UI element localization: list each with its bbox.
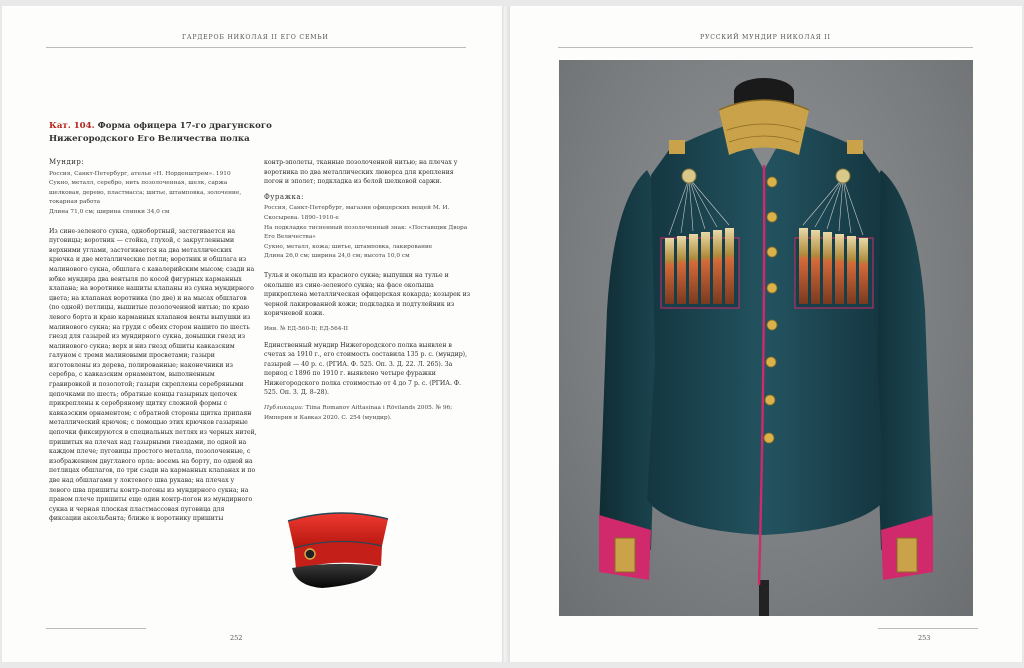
peaked-cap-image [282, 506, 394, 621]
publications-text: Tiina Romanov Aittasinaa i Rövilands 2005. № 96; Империя и Кавказ 2020. С. 254 (мундир). [264, 405, 453, 421]
catalog-number: Кат. 104. [49, 121, 95, 131]
cap-dimensions: Длина 26,0 см; ширина 24,0 см; высота 10,0 см [264, 253, 410, 260]
cap-origin: Россия, Санкт-Петербург, магазин офицерских вещей М. И. Скосырева. 1890–1910-е [264, 205, 450, 221]
left-shoulder-strap [669, 140, 685, 154]
left-medallion [682, 169, 696, 183]
left-footer-rule [46, 628, 146, 629]
uniform-description: Из сине-зеленого сукна, однобортный, застегивается на пуговицы; воротник — стойка, глухой, с закругленными верхними углами, застегивается на два металлических крючка и две металлические петли; воротник и обшлага из малинового сукна, обшлага с кавалерийским мысом; сзади на юбке мундира два вентыля по косой фигурных карманных клапана; на воротнике нашиты клапаны из сукна мундирного цвета; на клапанах воротника (по две) и на мысах обшлагов (по одной) петлицы, вышитые позолоченной нитью; по краю левого борта и краю карманных клапанов венты выпушки из малинового сукна; на груди с обеих сторон нашито по шесть гнезд для газырей из мундирного сукна, донышки гнезд из малинового сукна; верх и низ гнезд обшиты кавказским галуном с тремя малиновыми просветами; газыри изготовлены из дерева, полированные; наконечники из серебра, с кавказским орнаментом, выполненным гравировкой и позолотой; газыри скреплены серебряными цепочками по шесть; обратные концы газырных цепочек прикреплены к серебряному щитку сложной формы с кавказским орнаментом; с обратной стороны щитка припаян металлический крючок; с помощью этих крючков газырные цепочки фиксируются в специальных петлях из черных нитей, пришитых на плечах над газырными гнездами, по одной на каждом плече; пуговицы простого металла, позолоченные, с изображением двуглавого орла: восемь на борту, по одной на петлицах обшлагов, по три сзади на карманных клапанах и по две над обшлагами у локтевого шва рукава; на плечах у левого шва пришиты контр-погоны из мундирного сукна; на правом плече пришиты еще один контр-погон из мундирного сукна и черная плоская пластмассовая пуговица для фиксации аксельбанта; ближе к воротнику пришиты [49, 227, 257, 523]
history-note: Единственный мундир Нижегородского полка выявлен в счетах за 1910 г., его стоимость составила 135 р. с. (мундир), газырей — 40 р. с. (РГИА. Ф. 525. Оп. 3. Д. 22. Л. 265). За период с 1896 по 1910 г. выявлено четыре фуражки Нижегородского полка стоимостью от 4 до 7 р. с. (РГИА. Ф. 525. Оп. 3. Д. 8–28). [264, 341, 468, 397]
right-running-head: РУССКИЙ МУНДИР НИКОЛАЯ II [700, 34, 831, 41]
right-medallion [836, 169, 850, 183]
publications-label: Публикации: [264, 405, 304, 412]
inventory-number: Инв. № ЕД-560-II; ЕД-564-II [264, 325, 349, 332]
right-shoulder-strap [847, 140, 863, 154]
uniform-heading: Мундир: [49, 158, 85, 166]
uniform-illustration [559, 60, 973, 616]
uniform-length: Длина 71,0 см; ширина спинки 34,0 см [49, 208, 170, 215]
uniform-column [49, 158, 257, 530]
left-header-rule [46, 47, 466, 48]
uniform-photo [559, 60, 973, 616]
gold-collar [719, 100, 809, 155]
right-text-column [264, 158, 472, 429]
left-folio: 252 [230, 634, 243, 642]
cap-heading: Фуражка: [264, 192, 304, 201]
right-cuff-tab [897, 538, 917, 572]
left-running-head: ГАРДЕРОБ НИКОЛАЯ II ЕГО СЕМЬИ [182, 34, 329, 41]
cap-cockade [305, 549, 315, 559]
right-footer-rule [878, 628, 978, 629]
left-page [2, 6, 502, 662]
right-page [510, 6, 1022, 662]
publications [264, 404, 472, 423]
catalog-title-text: Форма офицера 17-го драгунского Нижегородского Его Величества полка [49, 121, 272, 144]
cap-materials: Сукно, металл, кожа; шитье, штамповка, лакирование [264, 243, 433, 250]
cap-label-note: На подкладке тисненный позолоченный знак: «Поставщик Двора Его Величества» [264, 224, 468, 241]
cap-description: Тулья и околыш из красного сукна; выпушки на тулье и околыше из сине-зеленого сукна; на фасе околыша прикреплена металлическая офицерская кокарда; козырек из черной лакированной кожи; подкладка и подтулейник из коричневой кожи. [264, 271, 471, 318]
uniform-origin: Россия, Санкт-Петербург, ателье «Н. Норденштрем». 1910 [49, 170, 231, 177]
catalog-title [49, 120, 274, 146]
cap-visor [292, 564, 378, 588]
right-folio: 253 [918, 634, 931, 642]
mannequin-stand [759, 580, 769, 616]
left-cuff-tab [615, 538, 635, 572]
uniform-continuation: контр-эполеты, тканные позолоченной нитью; на плечах у воротника по два металлических люверса для крепления погон и эполет; подкладка из белой шелковой саржи. [264, 159, 458, 186]
uniform-materials: Сукно, металл, серебро, нить позолоченная, шелк, саржа шелковая, дерево, пластмасса; шитье, штамповка, золочение, токарная работа [49, 180, 242, 206]
tunic-body [647, 122, 885, 535]
right-header-rule [558, 47, 973, 48]
